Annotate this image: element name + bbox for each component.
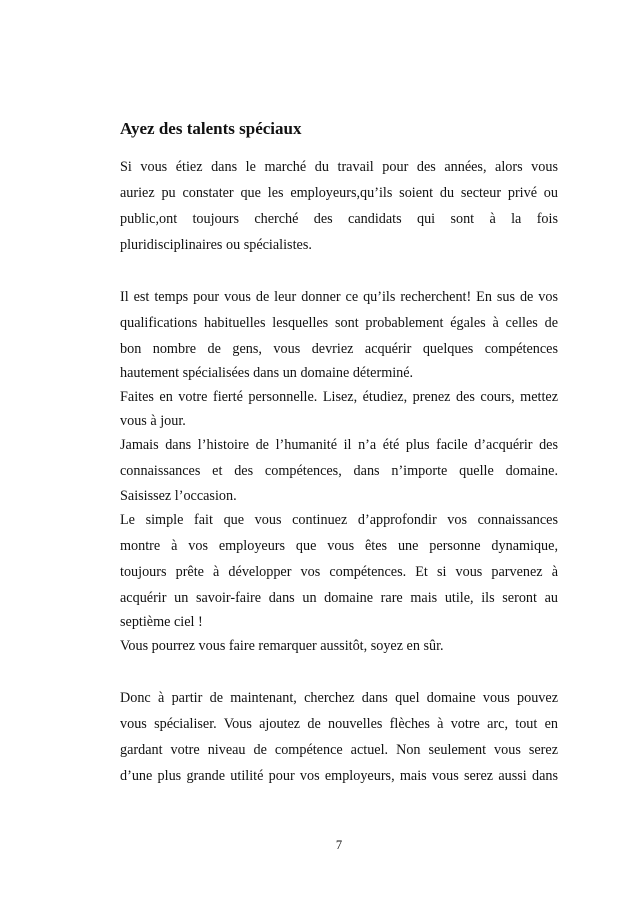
body-line: Saisissez l’occasion. [120, 488, 237, 504]
body-line: auriez pu constater que les employeurs,qu’ils soient du secteur privé ou [120, 185, 558, 201]
body-line: public,ont toujours cherché des candidats qui sont à la fois [120, 211, 558, 227]
body-line: toujours prête à développer vos compétences. Et si vous parvenez à [120, 564, 558, 580]
body-line: Faites en votre fierté personnelle. Lisez, étudiez, prenez des cours, mettez [120, 389, 558, 405]
body-line: hautement spécialisées dans un domaine déterminé. [120, 365, 414, 381]
body-line: Donc à partir de maintenant, cherchez dans quel domaine vous pouvez [120, 690, 558, 706]
body-line: pluridisciplinaires ou spécialistes. [120, 237, 312, 253]
body-line: Jamais dans l’histoire de l’humanité il n’a été plus facile d’acquérir des [120, 437, 558, 453]
body-line: septième ciel ! [120, 614, 203, 630]
body-line: Si vous étiez dans le marché du travail pour des années, alors vous [120, 159, 558, 175]
body-line: montre à vos employeurs que vous êtes une personne dynamique, [120, 538, 558, 554]
body-line: Vous pourrez vous faire remarquer aussitôt, soyez en sûr. [120, 638, 444, 654]
body-line: vous spécialiser. Vous ajoutez de nouvelles flèches à votre arc, tout en [120, 716, 558, 732]
body-line: bon nombre de gens, vous devriez acquérir quelques compétences [120, 341, 558, 357]
body-line: Le simple fait que vous continuez d’approfondir vos connaissances [120, 512, 558, 528]
body-line: qualifications habituelles lesquelles sont probablement égales à celles de [120, 315, 558, 331]
body-line: acquérir un savoir-faire dans un domaine rare mais utile, ils seront au [120, 590, 558, 606]
body-line: vous à jour. [120, 413, 186, 429]
body-line: d’une plus grande utilité pour vos employeurs, mais vous serez aussi dans [120, 768, 558, 784]
body-line: gardant votre niveau de compétence actuel. Non seulement vous serez [120, 742, 558, 758]
section-heading: Ayez des talents spéciaux [120, 119, 302, 138]
body-line: Il est temps pour vous de leur donner ce qu’ils recherchent! En sus de vos [120, 289, 558, 305]
body-line: connaissances et des compétences, dans n’importe quelle domaine. [120, 463, 558, 479]
page-number: 7 [335, 838, 343, 852]
